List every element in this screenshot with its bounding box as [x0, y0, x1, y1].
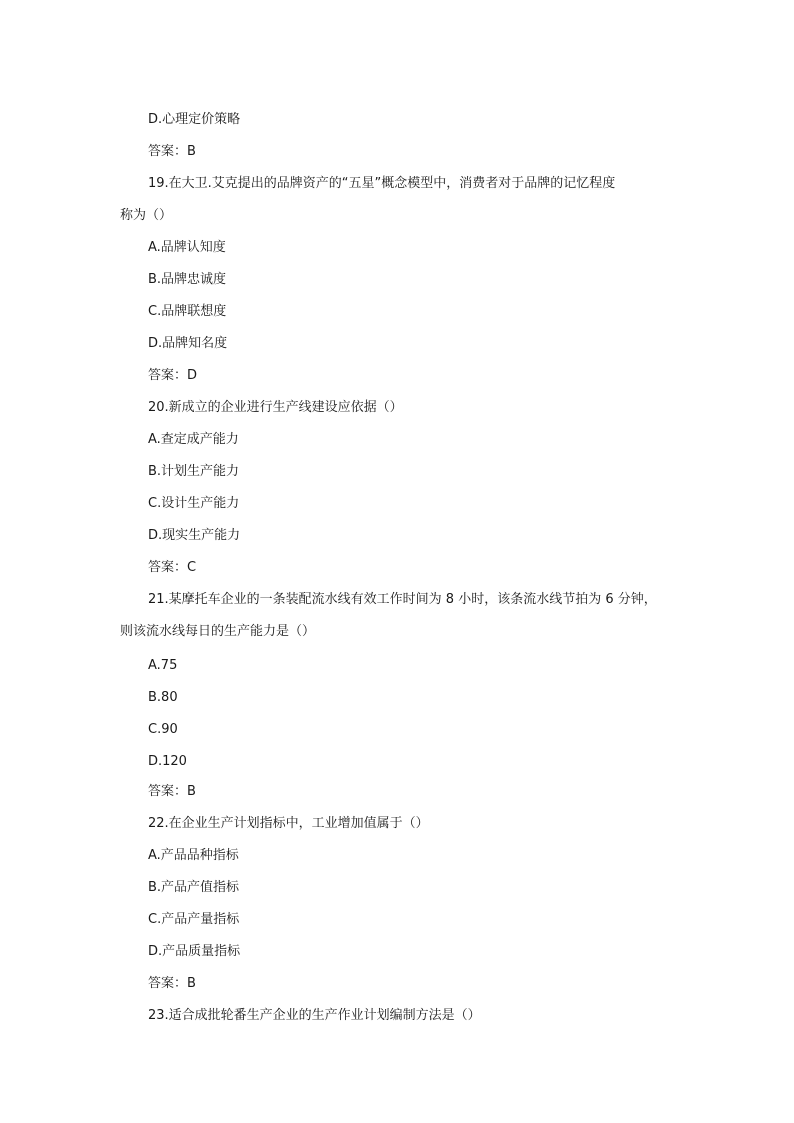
option-a-q20: A.查定成产能力: [148, 432, 239, 447]
answer-q19: 答案：D: [148, 368, 198, 383]
question-20: 20.新成立的企业进行生产线建设应依据（）: [148, 400, 403, 415]
option-c-q21: C.90: [148, 722, 178, 737]
question-19-continued: 称为（）: [120, 208, 173, 223]
answer-q22: 答案：B: [148, 976, 196, 991]
answer-q18: 答案：B: [148, 144, 196, 159]
option-d-q19: D.品牌知名度: [148, 336, 228, 351]
option-b-q21: B.80: [148, 690, 178, 705]
option-a-q22: A.产品品种指标: [148, 848, 239, 863]
option-a-q21: A.75: [148, 658, 178, 673]
option-c-q19: C.品牌联想度: [148, 304, 227, 319]
answer-q20: 答案：C: [148, 560, 197, 575]
question-21-continued: 则该流水线每日的生产能力是（）: [120, 624, 316, 639]
option-d-q18: D.心理定价策略: [148, 112, 241, 127]
option-a-q19: A.品牌认知度: [148, 240, 226, 255]
question-21: 21.某摩托车企业的一条装配流水线有效工作时间为 8 小时，该条流水线节拍为 6 分钟，: [148, 592, 657, 607]
option-c-q20: C.设计生产能力: [148, 496, 240, 511]
question-19: 19.在大卫.艾克提出的品牌资产的“五星”概念模型中，消费者对于品牌的记忆程度: [148, 176, 616, 191]
question-22: 22.在企业生产计划指标中，工业增加值属于（）: [148, 816, 429, 831]
option-b-q19: B.品牌忠诚度: [148, 272, 227, 287]
answer-q21: 答案：B: [148, 784, 196, 799]
option-d-q20: D.现实生产能力: [148, 528, 241, 543]
option-c-q22: C.产品产量指标: [148, 912, 240, 927]
option-b-q22: B.产品产值指标: [148, 880, 240, 895]
option-b-q20: B.计划生产能力: [148, 464, 240, 479]
option-d-q21: D.120: [148, 754, 187, 769]
question-23: 23.适合成批轮番生产企业的生产作业计划编制方法是（）: [148, 1008, 481, 1023]
option-d-q22: D.产品质量指标: [148, 944, 241, 959]
